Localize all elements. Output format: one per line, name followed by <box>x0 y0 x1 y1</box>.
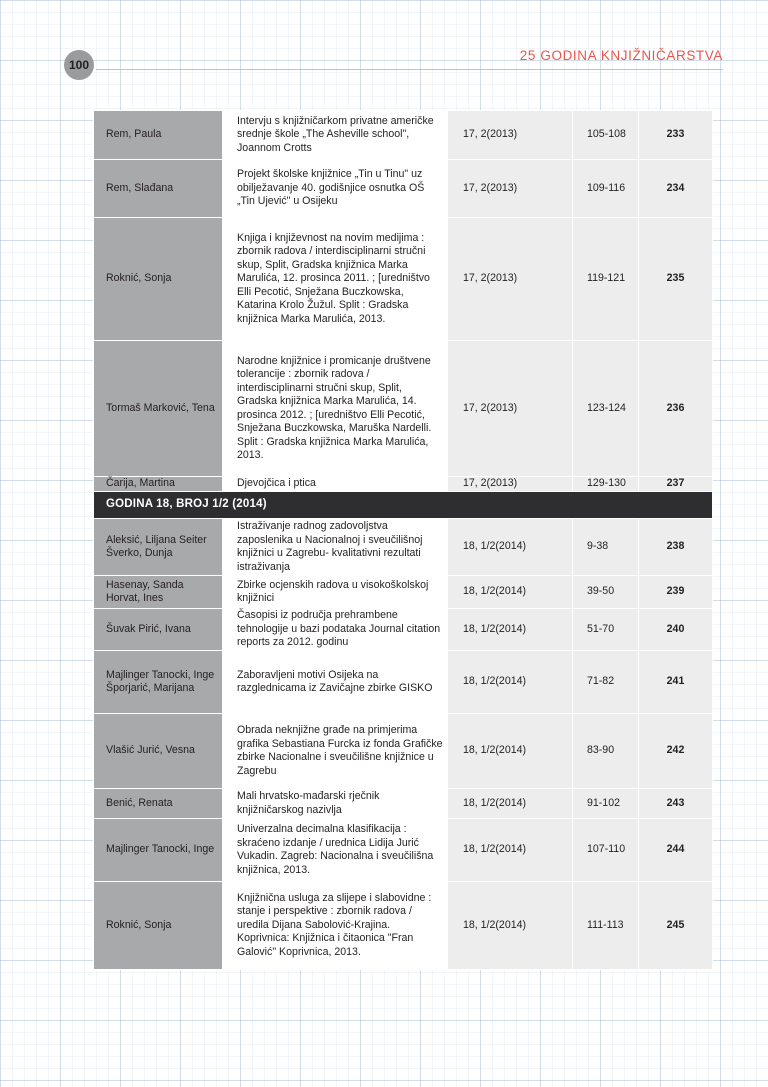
author-cell: Majlinger Tanocki, Inge <box>94 819 223 882</box>
entry-number-cell: 234 <box>639 160 713 218</box>
title-cell: Zaboravljeni motivi Osijeka na razglednicama iz Zavičajne zbirke GISKO <box>223 651 448 714</box>
pages-cell: 39-50 <box>573 576 639 609</box>
pages-cell: 111-113 <box>573 882 639 970</box>
table-row <box>94 341 713 477</box>
table-row <box>94 651 713 714</box>
section-heading: GODINA 18, BROJ 1/2 (2014) <box>94 492 713 519</box>
author-cell: Majlinger Tanocki, Inge Šporjarić, Marijana <box>94 651 223 714</box>
title-cell: Knjižnična usluga za slijepe i slabovidne : stanje i perspektive : zbornik radova / uredila Dijana Sabolović-Krajina. Koprivnica: Knjižnica i čitaonica "Fran Galović" Koprivnica, 2013. <box>223 882 448 970</box>
pages-cell: 129-130 <box>573 477 639 492</box>
bibliography-table <box>93 110 713 970</box>
issue-cell: 18, 1/2(2014) <box>448 714 573 789</box>
issue-cell: 18, 1/2(2014) <box>448 789 573 819</box>
title-cell: Mali hrvatsko-mađarski rječnik knjižničarskog nazivlja <box>223 789 448 819</box>
pages-cell: 109-116 <box>573 160 639 218</box>
table-row <box>94 111 713 160</box>
table-row <box>94 519 713 576</box>
pages-cell: 123-124 <box>573 341 639 477</box>
table-row <box>94 160 713 218</box>
pages-cell: 91-102 <box>573 789 639 819</box>
pages-cell: 107-110 <box>573 819 639 882</box>
issue-cell: 17, 2(2013) <box>448 111 573 160</box>
table-row <box>94 819 713 882</box>
author-cell: Roknić, Sonja <box>94 218 223 341</box>
author-cell: Roknić, Sonja <box>94 882 223 970</box>
author-cell: Benić, Renata <box>94 789 223 819</box>
table-row <box>94 576 713 609</box>
entry-number-cell: 235 <box>639 218 713 341</box>
title-cell: Djevojčica i ptica <box>223 477 448 492</box>
title-cell: Zbirke ocjenskih radova u visokoškolskoj knjižnici <box>223 576 448 609</box>
entry-number-cell: 239 <box>639 576 713 609</box>
table-row <box>94 789 713 819</box>
table-row <box>94 477 713 492</box>
title-cell: Istraživanje radnog zadovoljstva zaposlenika u Nacionalnoj i sveučilišnoj knjižnici u Zagrebu- kvalitativni rezultati istraživanja <box>223 519 448 576</box>
table-row <box>94 714 713 789</box>
pages-cell: 105-108 <box>573 111 639 160</box>
issue-cell: 18, 1/2(2014) <box>448 519 573 576</box>
issue-cell: 17, 2(2013) <box>448 341 573 477</box>
title-cell: Univerzalna decimalna klasifikacija : skraćeno izdanje / urednica Lidija Jurić Vukadin. Zagreb: Nacionalna i sveučilišna knjižnica, 2013. <box>223 819 448 882</box>
title-cell: Projekt školske knjižnice „Tin u Tinu" uz obilježavanje 40. godišnjice osnutka OŠ „Tin Ujević" u Osijeku <box>223 160 448 218</box>
entry-number-cell: 244 <box>639 819 713 882</box>
entry-number-cell: 233 <box>639 111 713 160</box>
author-cell: Hasenay, Sanda Horvat, Ines <box>94 576 223 609</box>
title-cell: Narodne knjižnice i promicanje društvene tolerancije : zbornik radova / interdisciplinarni stručni skup, Split, Gradska knjižnica Marka Marulića, 14. prosinca 2012. ; [uredništvo Elli Pecotić, Snježana Buczkowska, Maruška Nardelli. Split : Gradska knjižnica Marka Marulića, 2013. <box>223 341 448 477</box>
running-head: 25 GODINA KNJIŽNIČARSTVA <box>519 48 723 63</box>
author-cell: Aleksić, Liljana Seiter Šverko, Dunja <box>94 519 223 576</box>
author-cell: Tormaš Marković, Tena <box>94 341 223 477</box>
author-cell: Rem, Slađana <box>94 160 223 218</box>
issue-cell: 18, 1/2(2014) <box>448 882 573 970</box>
author-cell: Čarija, Martina <box>94 477 223 492</box>
issue-cell: 17, 2(2013) <box>448 218 573 341</box>
entry-number-cell: 237 <box>639 477 713 492</box>
entry-number-cell: 236 <box>639 341 713 477</box>
issue-cell: 18, 1/2(2014) <box>448 651 573 714</box>
table-row <box>94 609 713 651</box>
entry-number-cell: 243 <box>639 789 713 819</box>
entry-number-cell: 240 <box>639 609 713 651</box>
issue-cell: 17, 2(2013) <box>448 477 573 492</box>
header-rule <box>96 69 723 70</box>
entry-number-cell: 245 <box>639 882 713 970</box>
table-row <box>94 882 713 970</box>
pages-cell: 51-70 <box>573 609 639 651</box>
pages-cell: 71-82 <box>573 651 639 714</box>
pages-cell: 119-121 <box>573 218 639 341</box>
pages-cell: 83-90 <box>573 714 639 789</box>
entry-number-cell: 242 <box>639 714 713 789</box>
issue-cell: 18, 1/2(2014) <box>448 819 573 882</box>
pages-cell: 9-38 <box>573 519 639 576</box>
title-cell: Intervju s knjižničarkom privatne američke srednje škole „The Asheville school", Joannom Crotts <box>223 111 448 160</box>
table-row <box>94 218 713 341</box>
author-cell: Šuvak Pirić, Ivana <box>94 609 223 651</box>
issue-cell: 17, 2(2013) <box>448 160 573 218</box>
title-cell: Časopisi iz područja prehrambene tehnologije u bazi podataka Journal citation reports za 2012. godinu <box>223 609 448 651</box>
section-row <box>94 492 713 519</box>
title-cell: Knjiga i književnost na novim medijima : zbornik radova / interdisciplinarni stručni skup, Split, Gradska knjižnica Marka Marulića, 12. prosinca 2011. ; [uredništvo Elli Pecotić, Snježana Buczkowska, Katarina Krolo Žužul. Split : Gradska knjižnica Marka Marulića, 2013. <box>223 218 448 341</box>
author-cell: Vlašić Jurić, Vesna <box>94 714 223 789</box>
title-cell: Obrada neknjižne građe na primjerima grafika Sebastiana Furcka iz fonda Grafičke zbirke Nacionalne i sveučilišne knjižnice u Zagrebu <box>223 714 448 789</box>
issue-cell: 18, 1/2(2014) <box>448 576 573 609</box>
entry-number-cell: 238 <box>639 519 713 576</box>
entry-number-cell: 241 <box>639 651 713 714</box>
issue-cell: 18, 1/2(2014) <box>448 609 573 651</box>
page-number: 100 <box>64 50 94 80</box>
author-cell: Rem, Paula <box>94 111 223 160</box>
